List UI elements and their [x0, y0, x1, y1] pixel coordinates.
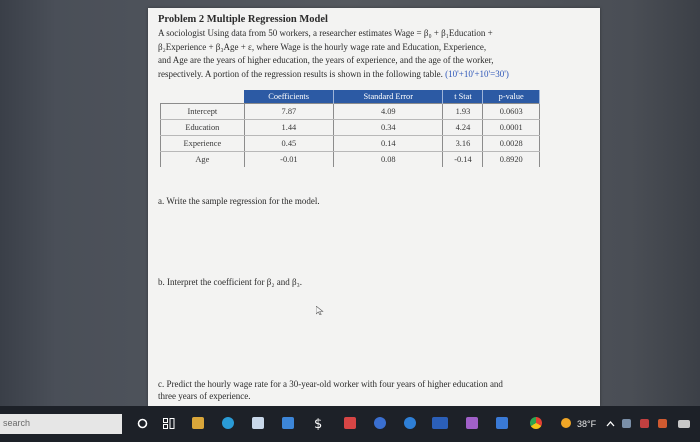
- coef-cell: 0.45: [244, 136, 333, 152]
- app-icon[interactable]: [496, 417, 508, 429]
- intro-line-3: and Age are the years of higher education, the years of experience, and the age of the worker,: [158, 55, 494, 65]
- row-label: Intercept: [161, 104, 245, 120]
- question-c-line-2: three years of experience.: [158, 391, 251, 401]
- dollar-icon[interactable]: [313, 416, 323, 430]
- coef-cell: 1.44: [244, 120, 333, 136]
- header-coefficients: Coefficients: [244, 90, 333, 104]
- coef-cell: 7.87: [244, 104, 333, 120]
- p-cell: 0.8920: [483, 152, 540, 168]
- photos-icon[interactable]: [282, 417, 294, 429]
- t-cell: 1.93: [443, 104, 483, 120]
- start-icon[interactable]: [137, 418, 148, 429]
- se-cell: 4.09: [334, 104, 443, 120]
- t-cell: -0.14: [443, 152, 483, 168]
- header-p-value: p-value: [483, 90, 540, 104]
- table-row: [161, 152, 540, 168]
- tray-app-icon[interactable]: [678, 420, 690, 428]
- table-row: [161, 104, 540, 120]
- problem-intro: [158, 27, 588, 81]
- tray-app-icon[interactable]: [658, 419, 667, 428]
- table-header-row: [161, 90, 540, 104]
- header-blank: [161, 90, 245, 104]
- points-note: (10'+10'+10'=30'): [445, 68, 509, 79]
- task-view-icon[interactable]: [163, 418, 175, 429]
- p-cell: 0.0603: [483, 104, 540, 120]
- app-icon[interactable]: [466, 417, 478, 429]
- chevron-up-icon[interactable]: [606, 420, 615, 427]
- regression-table: [160, 90, 540, 167]
- word-icon[interactable]: [432, 417, 448, 429]
- question-c: [158, 378, 558, 402]
- table-row: [161, 120, 540, 136]
- intro-line-4: respectively. A portion of the regression results is shown in the following table.: [158, 68, 443, 79]
- question-b: b. Interpret the coefficient for β₂ and β₃.: [158, 277, 302, 287]
- edge-icon[interactable]: [222, 417, 234, 429]
- coef-cell: -0.01: [244, 152, 333, 168]
- taskbar: [0, 406, 700, 442]
- svg-text:$: $: [314, 417, 323, 430]
- weather-icon: [560, 417, 572, 429]
- document-page: [148, 8, 600, 406]
- header-standard-error: Standard Error: [334, 90, 443, 104]
- row-label: Education: [161, 120, 245, 136]
- weather-temperature: 38°F: [577, 419, 597, 429]
- chrome-icon[interactable]: [530, 417, 542, 429]
- row-label: Experience: [161, 136, 245, 152]
- t-cell: 4.24: [443, 120, 483, 136]
- se-cell: 0.14: [334, 136, 443, 152]
- app-icon[interactable]: [344, 417, 356, 429]
- question-c-line-1: c. Predict the hourly wage rate for a 30-year-old worker with four years of higher education and: [158, 379, 503, 389]
- app-icon[interactable]: [404, 417, 416, 429]
- se-cell: 0.08: [334, 152, 443, 168]
- tray-app-icon[interactable]: [640, 419, 649, 428]
- taskbar-search-input[interactable]: search: [0, 414, 122, 434]
- intro-line-2: β₂Experience + β₃Age + ε, where Wage is the hourly wage rate and Education, Experience,: [158, 41, 487, 52]
- t-cell: 3.16: [443, 136, 483, 152]
- tray-app-icon[interactable]: [622, 419, 631, 428]
- mouse-cursor-icon: [316, 306, 324, 315]
- table-row: [161, 136, 540, 152]
- row-label: Age: [161, 152, 245, 168]
- intro-line-1: A sociologist Using data from 50 workers, a researcher estimates Wage = β₀ + β₁Education +: [158, 28, 493, 38]
- problem-title: Problem 2 Multiple Regression Model: [158, 14, 328, 25]
- header-t-stat: t Stat: [443, 90, 483, 104]
- p-cell: 0.0001: [483, 120, 540, 136]
- p-cell: 0.0028: [483, 136, 540, 152]
- se-cell: 0.34: [334, 120, 443, 136]
- store-icon[interactable]: [252, 417, 264, 429]
- file-explorer-icon[interactable]: [192, 417, 204, 429]
- app-icon[interactable]: [374, 417, 386, 429]
- question-a: a. Write the sample regression for the model.: [158, 196, 320, 206]
